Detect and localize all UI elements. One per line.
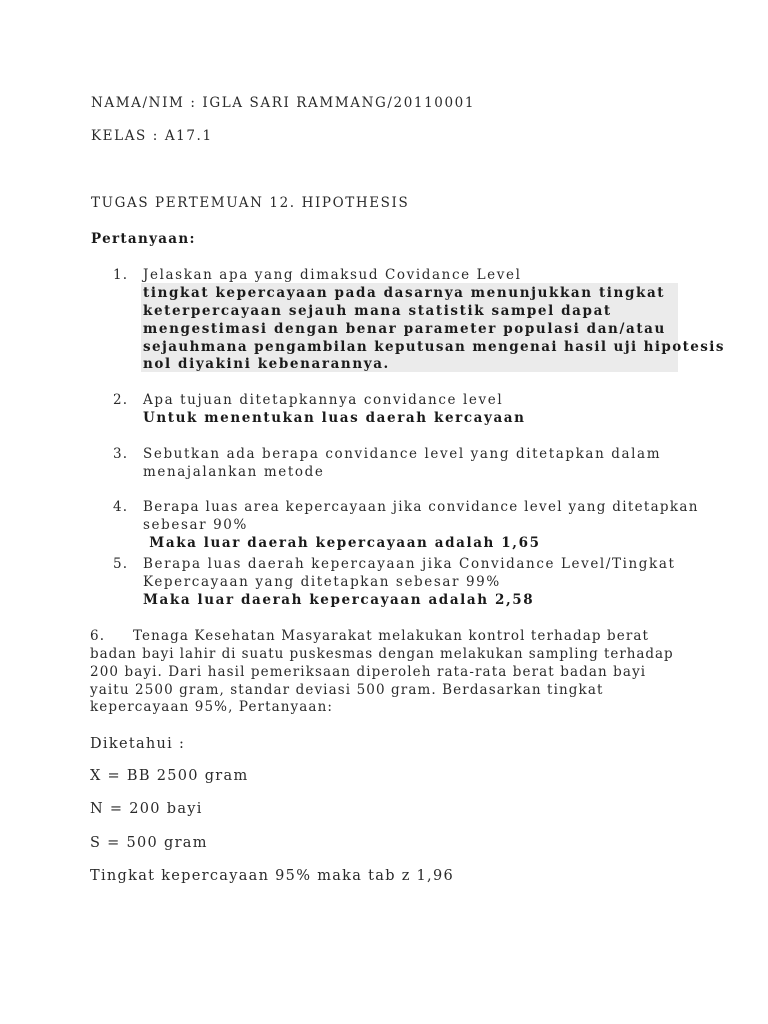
class-line: KELAS : A17.1 [91,128,213,144]
problem-text: Tenaga Kesehatan Masyarakat melakukan kontrol terhadap berat [133,628,650,644]
known-confidence: Tingkat kepercayaan 95% maka tab z 1,96 [90,868,455,884]
problem-number: 6. [90,628,106,644]
answer-text: nol diyakini kebenarannya. [143,356,390,372]
answer-text: Untuk menentukan luas daerah kercayaan [143,410,526,426]
problem-text: yaitu 2500 gram, standar deviasi 500 gram. Berdasarkan tingkat [90,682,604,698]
question-number: 5. [113,556,129,572]
answer-text: Maka luar daerah kepercayaan adalah 2,58 [143,592,535,608]
answer-text: tingkat kepercayaan pada dasarnya menunjukkan tingkat [143,285,666,301]
name-nim-line: NAMA/NIM : IGLA SARI RAMMANG/20110001 [91,95,476,111]
question-text: Berapa luas daerah kepercayaan jika Convidance Level/Tingkat [143,556,676,572]
problem-text: kepercayaan 95%, Pertanyaan: [90,699,334,715]
answer-text: mengestimasi dengan benar parameter populasi dan/atau [143,321,666,337]
question-number: 3. [113,446,129,462]
question-number: 4. [113,499,129,515]
known-s: S = 500 gram [90,835,208,851]
answer-text: sejauhmana pengambilan keputusan mengenai hasil uji hipotesis [143,339,725,355]
assignment-title: TUGAS PERTEMUAN 12. HIPOTHESIS [91,195,410,211]
question-number: 2. [113,392,129,408]
problem-text: 200 bayi. Dari hasil pemeriksaan diperoleh rata-rata berat badan bayi [90,664,647,680]
known-n: N = 200 bayi [90,801,203,817]
answer-text: Maka luar daerah kepercayaan adalah 1,65 [143,535,541,551]
known-x: X = BB 2500 gram [90,768,249,784]
question-text: Apa tujuan ditetapkannya convidance level [143,392,504,408]
question-number: 1. [113,267,129,283]
problem-text: badan bayi lahir di suatu puskesmas dengan melakukan sampling terhadap [90,646,674,662]
question-text: Berapa luas area kepercayaan jika convidance level yang ditetapkan [143,499,699,515]
answer-text: keterpercayaan sejauh mana statistik sampel dapat [143,303,612,319]
question-text: sebesar 90% [143,517,248,533]
question-text: Sebutkan ada berapa convidance level yang ditetapkan dalam [143,446,662,462]
known-label: Diketahui : [90,736,186,752]
questions-label: Pertanyaan: [91,231,196,247]
question-text: Kepercayaan yang ditetapkan sebesar 99% [143,574,501,590]
question-text: menajalankan metode [143,464,325,480]
question-text: Jelaskan apa yang dimaksud Covidance Level [143,267,522,283]
